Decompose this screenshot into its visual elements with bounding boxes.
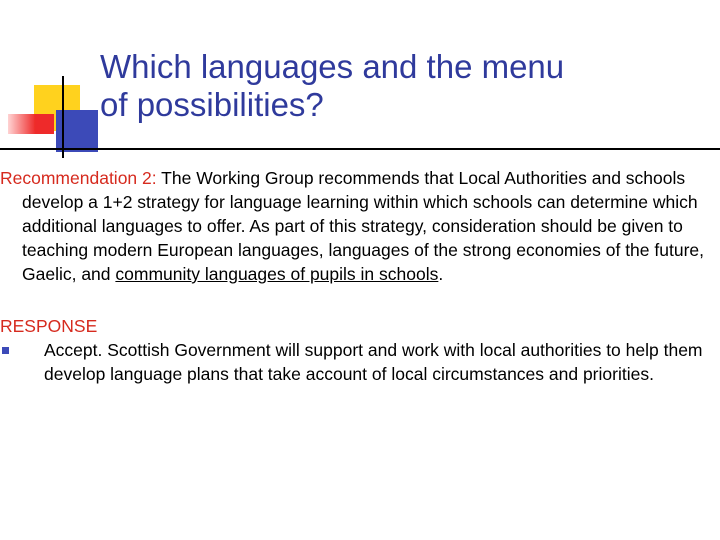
- slide-title: [100, 48, 700, 124]
- recommendation-label: Recommendation 2:: [0, 168, 157, 188]
- title-line-1: Which languages and the menu: [100, 48, 565, 85]
- response-heading: RESPONSE: [0, 316, 98, 336]
- recommendation-text: The Working Group recommends that Local Authorities and schools develop a 1+2 strategy for language learning within which schools can determine which additional languages to offer. As part of this strategy, consideration should be given to teaching modern European languages, languages of the strong economies of the future, Gaelic, and: [22, 168, 704, 284]
- logo-red-bar: [8, 114, 54, 134]
- title-divider: [0, 148, 720, 150]
- recommendation-underlined-text: community languages of pupils in schools: [115, 264, 439, 284]
- response-bullet-item: [0, 338, 712, 386]
- title-line-2: of possibilities?: [100, 86, 324, 123]
- square-bullet-icon: [2, 347, 9, 354]
- logo-vertical-line: [62, 76, 64, 158]
- response-bullet-text: Accept. Scottish Government will support and work with local authorities to help them develop language plans that take account of local circumstances and priorities.: [44, 340, 703, 384]
- recommendation-paragraph: [0, 166, 712, 286]
- recommendation-end: .: [438, 264, 444, 284]
- slide-body: [0, 166, 712, 386]
